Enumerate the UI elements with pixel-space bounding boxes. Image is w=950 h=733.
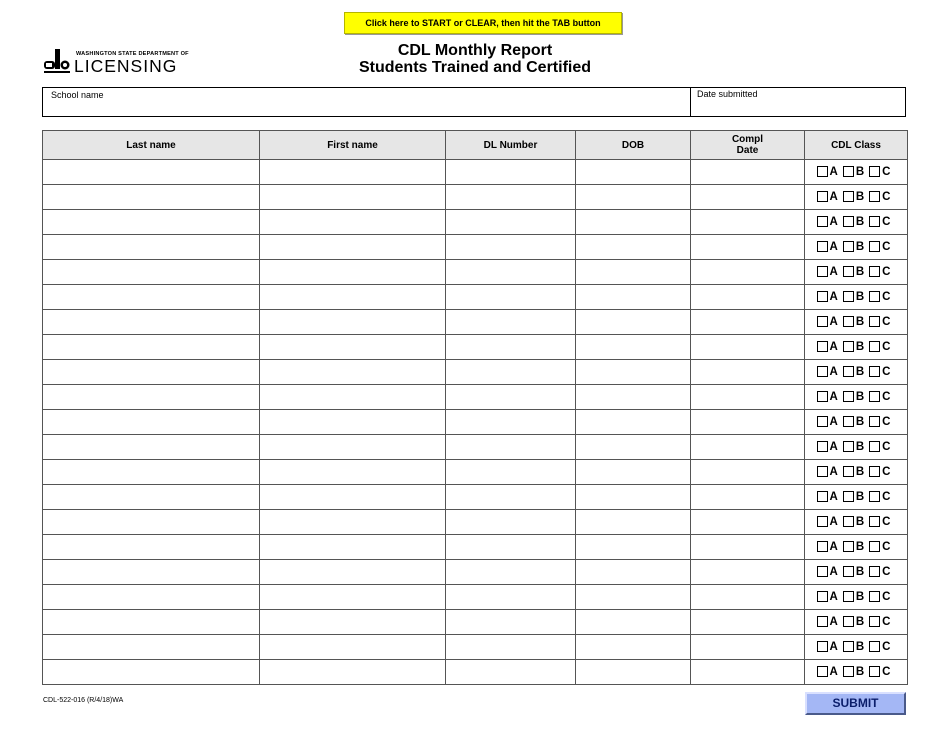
class-c-checkbox[interactable] <box>869 566 880 577</box>
class-option-label: C <box>882 615 891 628</box>
table-row <box>43 660 908 685</box>
table-row <box>43 435 908 460</box>
class-option-label: C <box>882 490 891 503</box>
dl-number-cell[interactable] <box>446 210 576 235</box>
class-c-checkbox[interactable] <box>869 366 880 377</box>
cdl-class-cell <box>805 210 908 235</box>
table-row <box>43 335 908 360</box>
first-name-cell[interactable] <box>260 435 446 460</box>
dob-cell[interactable] <box>576 485 691 510</box>
compl-date-cell[interactable] <box>691 435 805 460</box>
dob-cell[interactable] <box>576 160 691 185</box>
class-option-label: B <box>855 215 865 228</box>
class-option-label: C <box>882 340 891 353</box>
first-name-cell[interactable] <box>260 160 446 185</box>
class-option-label: A <box>829 290 838 303</box>
class-c-checkbox[interactable] <box>869 616 880 627</box>
compl-date-cell[interactable] <box>691 535 805 560</box>
class-b-checkbox[interactable] <box>843 516 854 527</box>
col-compl-date: Compl Date <box>691 131 805 160</box>
table-row <box>43 310 908 335</box>
last-name-cell[interactable] <box>43 360 260 385</box>
logo-title: LICENSING <box>74 56 178 76</box>
class-option-label: A <box>829 490 838 503</box>
compl-date-cell[interactable] <box>691 410 805 435</box>
first-name-cell[interactable] <box>260 610 446 635</box>
class-option-label: A <box>829 540 838 553</box>
first-name-cell[interactable] <box>260 210 446 235</box>
compl-date-cell[interactable] <box>691 660 805 685</box>
dl-number-cell[interactable] <box>446 310 576 335</box>
class-c-checkbox[interactable] <box>869 216 880 227</box>
dob-cell[interactable] <box>576 410 691 435</box>
class-c-checkbox[interactable] <box>869 391 880 402</box>
table-row <box>43 610 908 635</box>
table-row <box>43 535 908 560</box>
class-option-label: B <box>855 590 865 603</box>
dob-cell[interactable] <box>576 360 691 385</box>
dl-number-cell[interactable] <box>446 260 576 285</box>
compl-date-cell[interactable] <box>691 635 805 660</box>
class-b-checkbox[interactable] <box>843 491 854 502</box>
last-name-cell[interactable] <box>43 485 260 510</box>
class-c-checkbox[interactable] <box>869 516 880 527</box>
dob-cell[interactable] <box>576 510 691 535</box>
class-option-label: B <box>855 615 865 628</box>
class-option-label: C <box>882 290 891 303</box>
dl-number-cell[interactable] <box>446 585 576 610</box>
last-name-cell[interactable] <box>43 310 260 335</box>
first-name-cell[interactable] <box>260 460 446 485</box>
class-option-label: B <box>855 240 865 253</box>
class-b-checkbox[interactable] <box>843 366 854 377</box>
dob-cell[interactable] <box>576 585 691 610</box>
table-row <box>43 460 908 485</box>
class-c-checkbox[interactable] <box>869 341 880 352</box>
last-name-cell[interactable] <box>43 160 260 185</box>
class-a-checkbox[interactable] <box>817 266 828 277</box>
class-option-label: C <box>882 540 891 553</box>
class-c-checkbox[interactable] <box>869 491 880 502</box>
class-option-label: C <box>882 465 891 478</box>
class-option-label: B <box>855 340 865 353</box>
class-b-checkbox[interactable] <box>843 441 854 452</box>
dob-cell[interactable] <box>576 560 691 585</box>
class-option-label: C <box>882 665 891 678</box>
class-option-label: A <box>829 240 838 253</box>
class-c-checkbox[interactable] <box>869 641 880 652</box>
last-name-cell[interactable] <box>43 435 260 460</box>
class-option-label: A <box>829 340 838 353</box>
class-option-label: B <box>855 440 865 453</box>
first-name-cell[interactable] <box>260 635 446 660</box>
last-name-cell[interactable] <box>43 635 260 660</box>
class-option-label: A <box>829 465 838 478</box>
dl-number-cell[interactable] <box>446 610 576 635</box>
page-subtitle: Students Trained and Certified <box>358 59 592 76</box>
class-a-checkbox[interactable] <box>817 366 828 377</box>
class-option-label: C <box>882 190 891 203</box>
last-name-cell[interactable] <box>43 335 260 360</box>
class-option-label: B <box>855 265 865 278</box>
compl-date-cell[interactable] <box>691 235 805 260</box>
class-option-label: B <box>855 565 865 578</box>
cdl-class-cell <box>805 260 908 285</box>
cdl-class-cell <box>805 160 908 185</box>
class-c-checkbox[interactable] <box>869 316 880 327</box>
compl-date-cell[interactable] <box>691 560 805 585</box>
cdl-class-cell <box>805 435 908 460</box>
table-row <box>43 235 908 260</box>
class-a-checkbox[interactable] <box>817 441 828 452</box>
first-name-cell[interactable] <box>260 585 446 610</box>
table-row <box>43 260 908 285</box>
cdl-class-cell <box>805 385 908 410</box>
compl-date-cell[interactable] <box>691 510 805 535</box>
compl-date-cell[interactable] <box>691 260 805 285</box>
cdl-class-cell <box>805 360 908 385</box>
class-c-checkbox[interactable] <box>869 191 880 202</box>
class-a-checkbox[interactable] <box>817 466 828 477</box>
dob-cell[interactable] <box>576 660 691 685</box>
class-c-checkbox[interactable] <box>869 666 880 677</box>
cdl-class-cell <box>805 460 908 485</box>
class-a-checkbox[interactable] <box>817 191 828 202</box>
dl-number-cell[interactable] <box>446 660 576 685</box>
table-row <box>43 485 908 510</box>
class-option-label: A <box>829 390 838 403</box>
class-b-checkbox[interactable] <box>843 416 854 427</box>
dob-cell[interactable] <box>576 335 691 360</box>
class-option-label: C <box>882 440 891 453</box>
class-b-checkbox[interactable] <box>843 466 854 477</box>
dl-number-cell[interactable] <box>446 435 576 460</box>
compl-date-cell[interactable] <box>691 585 805 610</box>
class-a-checkbox[interactable] <box>817 541 828 552</box>
class-c-checkbox[interactable] <box>869 541 880 552</box>
last-name-cell[interactable] <box>43 385 260 410</box>
dl-number-cell[interactable] <box>446 560 576 585</box>
class-option-label: A <box>829 165 838 178</box>
class-option-label: B <box>855 390 865 403</box>
class-option-label: B <box>855 290 865 303</box>
class-option-label: C <box>882 215 891 228</box>
table-row <box>43 560 908 585</box>
dl-number-cell[interactable] <box>446 535 576 560</box>
table-row <box>43 410 908 435</box>
dl-number-cell[interactable] <box>446 160 576 185</box>
compl-date-cell[interactable] <box>691 385 805 410</box>
class-b-checkbox[interactable] <box>843 641 854 652</box>
class-a-checkbox[interactable] <box>817 291 828 302</box>
class-option-label: A <box>829 590 838 603</box>
table-row <box>43 185 908 210</box>
page-title: CDL Monthly Report <box>397 42 553 59</box>
table-row <box>43 385 908 410</box>
class-b-checkbox[interactable] <box>843 191 854 202</box>
cdl-class-cell <box>805 510 908 535</box>
class-b-checkbox[interactable] <box>843 216 854 227</box>
last-name-cell[interactable] <box>43 185 260 210</box>
class-b-checkbox[interactable] <box>843 541 854 552</box>
last-name-cell[interactable] <box>43 260 260 285</box>
cdl-class-cell <box>805 235 908 260</box>
cdl-class-cell <box>805 660 908 685</box>
class-option-label: C <box>882 390 891 403</box>
class-a-checkbox[interactable] <box>817 241 828 252</box>
class-option-label: C <box>882 515 891 528</box>
class-option-label: A <box>829 440 838 453</box>
class-b-checkbox[interactable] <box>843 166 854 177</box>
last-name-cell[interactable] <box>43 460 260 485</box>
cdl-class-cell <box>805 185 908 210</box>
class-b-checkbox[interactable] <box>843 291 854 302</box>
first-name-cell[interactable] <box>260 235 446 260</box>
last-name-cell[interactable] <box>43 410 260 435</box>
first-name-cell[interactable] <box>260 485 446 510</box>
table-row <box>43 285 908 310</box>
class-a-checkbox[interactable] <box>817 316 828 327</box>
class-option-label: A <box>829 365 838 378</box>
class-c-checkbox[interactable] <box>869 291 880 302</box>
class-option-label: C <box>882 265 891 278</box>
class-option-label: B <box>855 515 865 528</box>
compl-date-cell[interactable] <box>691 160 805 185</box>
class-option-label: B <box>855 490 865 503</box>
class-option-label: C <box>882 640 891 653</box>
dob-cell[interactable] <box>576 285 691 310</box>
class-option-label: A <box>829 565 838 578</box>
class-option-label: B <box>855 640 865 653</box>
dob-cell[interactable] <box>576 635 691 660</box>
class-option-label: C <box>882 240 891 253</box>
table-row <box>43 160 908 185</box>
field-divider <box>690 87 691 117</box>
class-a-checkbox[interactable] <box>817 616 828 627</box>
class-option-label: A <box>829 515 838 528</box>
logo-subtitle: WASHINGTON STATE DEPARTMENT OF <box>76 51 189 57</box>
first-name-cell[interactable] <box>260 510 446 535</box>
first-name-cell[interactable] <box>260 535 446 560</box>
dob-cell[interactable] <box>576 435 691 460</box>
compl-date-cell[interactable] <box>691 610 805 635</box>
class-option-label: A <box>829 640 838 653</box>
first-name-cell[interactable] <box>260 285 446 310</box>
class-b-checkbox[interactable] <box>843 266 854 277</box>
table-row <box>43 210 908 235</box>
class-option-label: B <box>855 365 865 378</box>
compl-date-cell[interactable] <box>691 360 805 385</box>
compl-date-cell[interactable] <box>691 285 805 310</box>
dob-cell[interactable] <box>576 535 691 560</box>
first-name-cell[interactable] <box>260 335 446 360</box>
dl-number-cell[interactable] <box>446 410 576 435</box>
col-dob: DOB <box>576 131 691 160</box>
class-option-label: A <box>829 215 838 228</box>
dl-number-cell[interactable] <box>446 185 576 210</box>
class-a-checkbox[interactable] <box>817 416 828 427</box>
dl-number-cell[interactable] <box>446 235 576 260</box>
class-a-checkbox[interactable] <box>817 216 828 227</box>
class-c-checkbox[interactable] <box>869 466 880 477</box>
class-option-label: A <box>829 190 838 203</box>
dob-cell[interactable] <box>576 310 691 335</box>
first-name-cell[interactable] <box>260 410 446 435</box>
dl-number-cell[interactable] <box>446 360 576 385</box>
class-option-label: A <box>829 415 838 428</box>
cdl-class-cell <box>805 560 908 585</box>
dl-number-cell[interactable] <box>446 635 576 660</box>
last-name-cell[interactable] <box>43 535 260 560</box>
class-option-label: B <box>855 165 865 178</box>
first-name-cell[interactable] <box>260 660 446 685</box>
first-name-cell[interactable] <box>260 260 446 285</box>
dl-number-cell[interactable] <box>446 385 576 410</box>
compl-date-cell[interactable] <box>691 460 805 485</box>
class-option-label: B <box>855 665 865 678</box>
class-a-checkbox[interactable] <box>817 341 828 352</box>
dob-cell[interactable] <box>576 610 691 635</box>
first-name-cell[interactable] <box>260 385 446 410</box>
dob-cell[interactable] <box>576 185 691 210</box>
dol-logo-icon <box>42 47 72 75</box>
class-option-label: B <box>855 540 865 553</box>
class-option-label: B <box>855 415 865 428</box>
dob-cell[interactable] <box>576 260 691 285</box>
class-c-checkbox[interactable] <box>869 241 880 252</box>
dob-cell[interactable] <box>576 210 691 235</box>
class-option-label: A <box>829 315 838 328</box>
class-a-checkbox[interactable] <box>817 166 828 177</box>
compl-date-cell[interactable] <box>691 210 805 235</box>
table-row <box>43 585 908 610</box>
col-last-name: Last name <box>43 131 260 160</box>
class-option-label: C <box>882 315 891 328</box>
class-b-checkbox[interactable] <box>843 341 854 352</box>
submit-button[interactable]: SUBMIT <box>805 692 906 715</box>
cdl-class-cell <box>805 585 908 610</box>
class-option-label: B <box>855 315 865 328</box>
table-row <box>43 510 908 535</box>
class-b-checkbox[interactable] <box>843 616 854 627</box>
col-dl-number: DL Number <box>446 131 576 160</box>
class-a-checkbox[interactable] <box>817 516 828 527</box>
class-option-label: C <box>882 415 891 428</box>
school-name-field[interactable] <box>42 87 906 117</box>
table-row <box>43 635 908 660</box>
col-cdl-class: CDL Class <box>805 131 908 160</box>
last-name-cell[interactable] <box>43 510 260 535</box>
first-name-cell[interactable] <box>260 360 446 385</box>
last-name-cell[interactable] <box>43 610 260 635</box>
cdl-class-cell <box>805 310 908 335</box>
first-name-cell[interactable] <box>260 560 446 585</box>
school-name-label: School name <box>51 90 104 100</box>
class-option-label: A <box>829 615 838 628</box>
last-name-cell[interactable] <box>43 235 260 260</box>
dl-number-cell[interactable] <box>446 510 576 535</box>
last-name-cell[interactable] <box>43 210 260 235</box>
students-table <box>42 130 908 685</box>
compl-date-cell[interactable] <box>691 335 805 360</box>
date-submitted-label: Date submitted <box>697 89 758 99</box>
class-b-checkbox[interactable] <box>843 566 854 577</box>
cdl-class-cell <box>805 635 908 660</box>
class-c-checkbox[interactable] <box>869 166 880 177</box>
class-option-label: C <box>882 565 891 578</box>
cdl-class-cell <box>805 535 908 560</box>
class-option-label: B <box>855 465 865 478</box>
class-a-checkbox[interactable] <box>817 666 828 677</box>
compl-date-cell[interactable] <box>691 485 805 510</box>
last-name-cell[interactable] <box>43 585 260 610</box>
cdl-class-cell <box>805 335 908 360</box>
last-name-cell[interactable] <box>43 560 260 585</box>
cdl-class-cell <box>805 610 908 635</box>
class-a-checkbox[interactable] <box>817 591 828 602</box>
class-option-label: A <box>829 665 838 678</box>
class-option-label: C <box>882 165 891 178</box>
class-a-checkbox[interactable] <box>817 391 828 402</box>
dob-cell[interactable] <box>576 460 691 485</box>
form-code: CDL-522-016 (R/4/18)WA <box>43 697 124 704</box>
class-option-label: A <box>829 265 838 278</box>
cdl-class-cell <box>805 410 908 435</box>
cdl-class-cell <box>805 485 908 510</box>
first-name-cell[interactable] <box>260 310 446 335</box>
class-a-checkbox[interactable] <box>817 491 828 502</box>
class-a-checkbox[interactable] <box>817 641 828 652</box>
table-row <box>43 360 908 385</box>
class-b-checkbox[interactable] <box>843 666 854 677</box>
dob-cell[interactable] <box>576 385 691 410</box>
dob-cell[interactable] <box>576 235 691 260</box>
dl-number-cell[interactable] <box>446 285 576 310</box>
start-clear-button[interactable]: Click here to START or CLEAR, then hit the TAB button <box>344 12 622 34</box>
class-b-checkbox[interactable] <box>843 391 854 402</box>
class-c-checkbox[interactable] <box>869 266 880 277</box>
dl-number-cell[interactable] <box>446 460 576 485</box>
class-option-label: C <box>882 590 891 603</box>
dl-number-cell[interactable] <box>446 335 576 360</box>
dl-number-cell[interactable] <box>446 485 576 510</box>
class-option-label: C <box>882 365 891 378</box>
table-header-row <box>43 131 908 160</box>
last-name-cell[interactable] <box>43 660 260 685</box>
class-c-checkbox[interactable] <box>869 441 880 452</box>
cdl-class-cell <box>805 285 908 310</box>
class-a-checkbox[interactable] <box>817 566 828 577</box>
class-option-label: B <box>855 190 865 203</box>
class-b-checkbox[interactable] <box>843 591 854 602</box>
class-b-checkbox[interactable] <box>843 316 854 327</box>
first-name-cell[interactable] <box>260 185 446 210</box>
class-c-checkbox[interactable] <box>869 591 880 602</box>
class-b-checkbox[interactable] <box>843 241 854 252</box>
class-c-checkbox[interactable] <box>869 416 880 427</box>
compl-date-cell[interactable] <box>691 185 805 210</box>
compl-date-cell[interactable] <box>691 310 805 335</box>
last-name-cell[interactable] <box>43 285 260 310</box>
dol-logo <box>42 47 189 76</box>
col-first-name: First name <box>260 131 446 160</box>
